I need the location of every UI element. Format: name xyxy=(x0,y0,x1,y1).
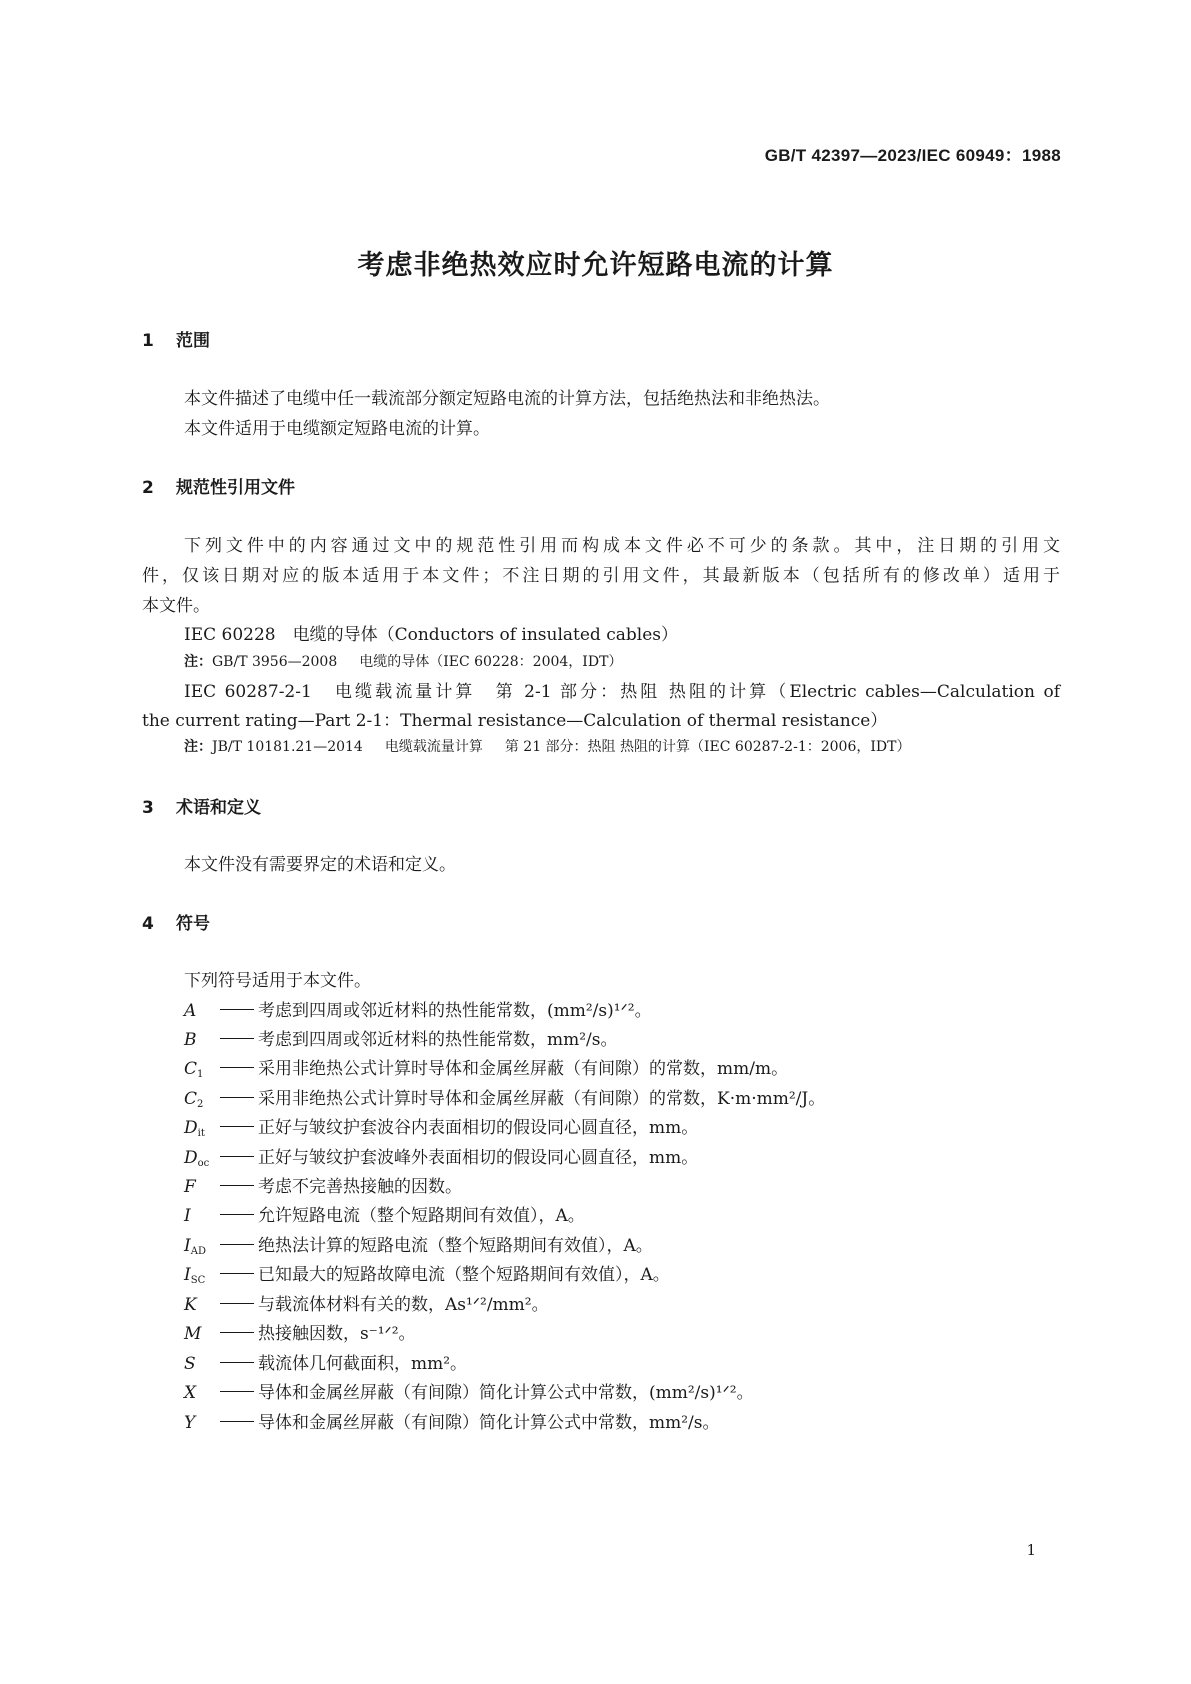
symbol-row xyxy=(184,1054,788,1080)
symbol-description: 采用非绝热公式计算时导体和金属丝屏蔽（有间隙）的常数，K·m·mm²/J。 xyxy=(258,1089,826,1109)
symbol-description: 导体和金属丝屏蔽（有间隙）简化计算公式中常数，(mm²/s)¹ᐟ²。 xyxy=(258,1383,754,1403)
symbol-row xyxy=(184,1349,467,1375)
reference-note xyxy=(184,651,622,671)
symbol: I xyxy=(184,1206,191,1226)
symbol-row xyxy=(184,1319,416,1345)
reference-iec-60287-cont: the current rating—Part 2-1：Thermal resistance—Calculation of thermal resistance） xyxy=(142,711,888,731)
symbol: $D_{it}$ xyxy=(184,1118,205,1139)
symbol: K xyxy=(184,1295,197,1315)
reference-iec-60228: IEC 60228 电缆的导体（Conductors of insulated cables） xyxy=(184,625,678,645)
em-dash xyxy=(220,1397,258,1398)
symbol-description: 与载流体材料有关的数，As¹ᐟ²/mm²。 xyxy=(258,1295,549,1315)
symbol-row xyxy=(184,996,652,1022)
symbol-description: 载流体几何截面积，mm²。 xyxy=(258,1354,468,1374)
em-dash xyxy=(220,1220,258,1221)
note-label: 注： xyxy=(184,739,212,755)
symbol-description: 允许短路电流（整个短路期间有效值），A。 xyxy=(258,1206,585,1226)
paragraph: 本文件适用于电缆额定短路电流的计算。 xyxy=(184,419,490,439)
section-title: 范围 xyxy=(176,331,210,351)
note-text: JB/T 10181.21—2014 xyxy=(212,739,363,755)
section-1-heading xyxy=(142,326,210,351)
symbol-description: 考虑不完善热接触的因数。 xyxy=(258,1177,462,1197)
symbol: $D_{oc}$ xyxy=(184,1148,210,1169)
paragraph-line: 件，仅该日期对应的版本适用于本文件；不注日期的引用文件，其最新版本（包括所有的修改单）适用于 xyxy=(142,566,1060,586)
symbol-row xyxy=(184,1172,462,1198)
symbol: $I_{SC}$ xyxy=(184,1265,206,1286)
symbol: Y xyxy=(184,1413,196,1433)
page-number: 1 xyxy=(1026,1541,1036,1559)
symbol-description: 正好与皱纹护套波谷内表面相切的假设同心圆直径，mm。 xyxy=(258,1118,699,1138)
symbol: B xyxy=(184,1030,197,1050)
section-title: 规范性引用文件 xyxy=(176,478,295,498)
em-dash xyxy=(220,1073,258,1074)
em-dash xyxy=(220,1427,258,1428)
section-4-heading xyxy=(142,909,210,934)
em-dash xyxy=(220,1162,258,1163)
paragraph-line: 下列文件中的内容通过文中的规范性引用而构成本文件必不可少的条款。其中，注日期的引用文 xyxy=(184,536,1060,556)
symbol: $C_1$ xyxy=(184,1059,204,1080)
symbol-row xyxy=(184,1408,720,1434)
section-number: 3 xyxy=(142,798,154,818)
paragraph: 下列符号适用于本文件。 xyxy=(184,971,371,991)
standard-code: GB/T 42397—2023/IEC 60949：1988 xyxy=(764,146,1061,165)
reference-iec-60287: IEC 60287-2-1 电缆载流量计算 第 2-1 部分：热阻 热阻的计算（Electric cables—Calculation of xyxy=(184,682,1060,702)
em-dash xyxy=(220,1250,258,1251)
symbol-row xyxy=(184,1143,698,1169)
symbol-row xyxy=(184,1201,585,1227)
note-text: 电缆载流量计算 xyxy=(384,739,483,755)
symbol-row xyxy=(184,1290,549,1316)
symbol: S xyxy=(184,1354,196,1374)
em-dash xyxy=(220,1132,258,1133)
symbol-description: 考虑到四周或邻近材料的热性能常数，(mm²/s)¹ᐟ²。 xyxy=(258,1001,652,1021)
em-dash xyxy=(220,1191,258,1192)
symbol-row xyxy=(184,1378,754,1404)
section-number: 4 xyxy=(142,914,154,934)
section-3-heading xyxy=(142,793,261,818)
symbol-description: 热接触因数，s⁻¹ᐟ²。 xyxy=(258,1324,416,1344)
note-text: 电缆的导体（IEC 60228：2004，IDT） xyxy=(359,654,623,670)
symbol: X xyxy=(184,1383,197,1403)
paragraph-line: 本文件。 xyxy=(142,596,210,616)
em-dash xyxy=(220,1015,258,1016)
symbol-row xyxy=(184,1260,670,1286)
symbol-row xyxy=(184,1084,825,1110)
symbol-description: 采用非绝热公式计算时导体和金属丝屏蔽（有间隙）的常数，mm/m。 xyxy=(258,1059,789,1079)
symbol-row xyxy=(184,1231,653,1257)
symbol-description: 考虑到四周或邻近材料的热性能常数，mm²/s。 xyxy=(258,1030,618,1050)
note-text: 第 21 部分：热阻 热阻的计算（IEC 60287-2-1：2006，IDT） xyxy=(504,739,911,755)
paragraph: 本文件描述了电缆中任一载流部分额定短路电流的计算方法，包括绝热法和非绝热法。 xyxy=(184,389,830,409)
symbol: M xyxy=(184,1324,202,1344)
em-dash xyxy=(220,1338,258,1339)
note-text: GB/T 3956—2008 xyxy=(212,654,338,670)
symbol-row xyxy=(184,1025,618,1051)
section-number: 2 xyxy=(142,478,154,498)
note-label: 注： xyxy=(184,654,212,670)
section-title: 符号 xyxy=(176,914,210,934)
reference-note xyxy=(184,736,910,756)
em-dash xyxy=(220,1279,258,1280)
symbol-description: 已知最大的短路故障电流（整个短路期间有效值），A。 xyxy=(258,1265,670,1285)
symbol-description: 绝热法计算的短路电流（整个短路期间有效值），A。 xyxy=(258,1236,653,1256)
symbol-row xyxy=(184,1113,698,1139)
em-dash xyxy=(220,1044,258,1045)
symbol: $I_{AD}$ xyxy=(184,1236,206,1257)
document-title: 考虑非绝热效应时允许短路电流的计算 xyxy=(357,250,834,281)
symbol: F xyxy=(184,1177,196,1197)
em-dash xyxy=(220,1309,258,1310)
symbol: $C_2$ xyxy=(184,1089,204,1110)
symbol: A xyxy=(184,1001,197,1021)
symbol-description: 导体和金属丝屏蔽（有间隙）简化计算公式中常数，mm²/s。 xyxy=(258,1413,720,1433)
section-2-heading xyxy=(142,473,295,498)
em-dash xyxy=(220,1368,258,1369)
section-number: 1 xyxy=(142,331,154,351)
em-dash xyxy=(220,1103,258,1104)
paragraph: 本文件没有需要界定的术语和定义。 xyxy=(184,855,456,875)
section-title: 术语和定义 xyxy=(176,798,261,818)
symbol-description: 正好与皱纹护套波峰外表面相切的假设同心圆直径，mm。 xyxy=(258,1148,699,1168)
